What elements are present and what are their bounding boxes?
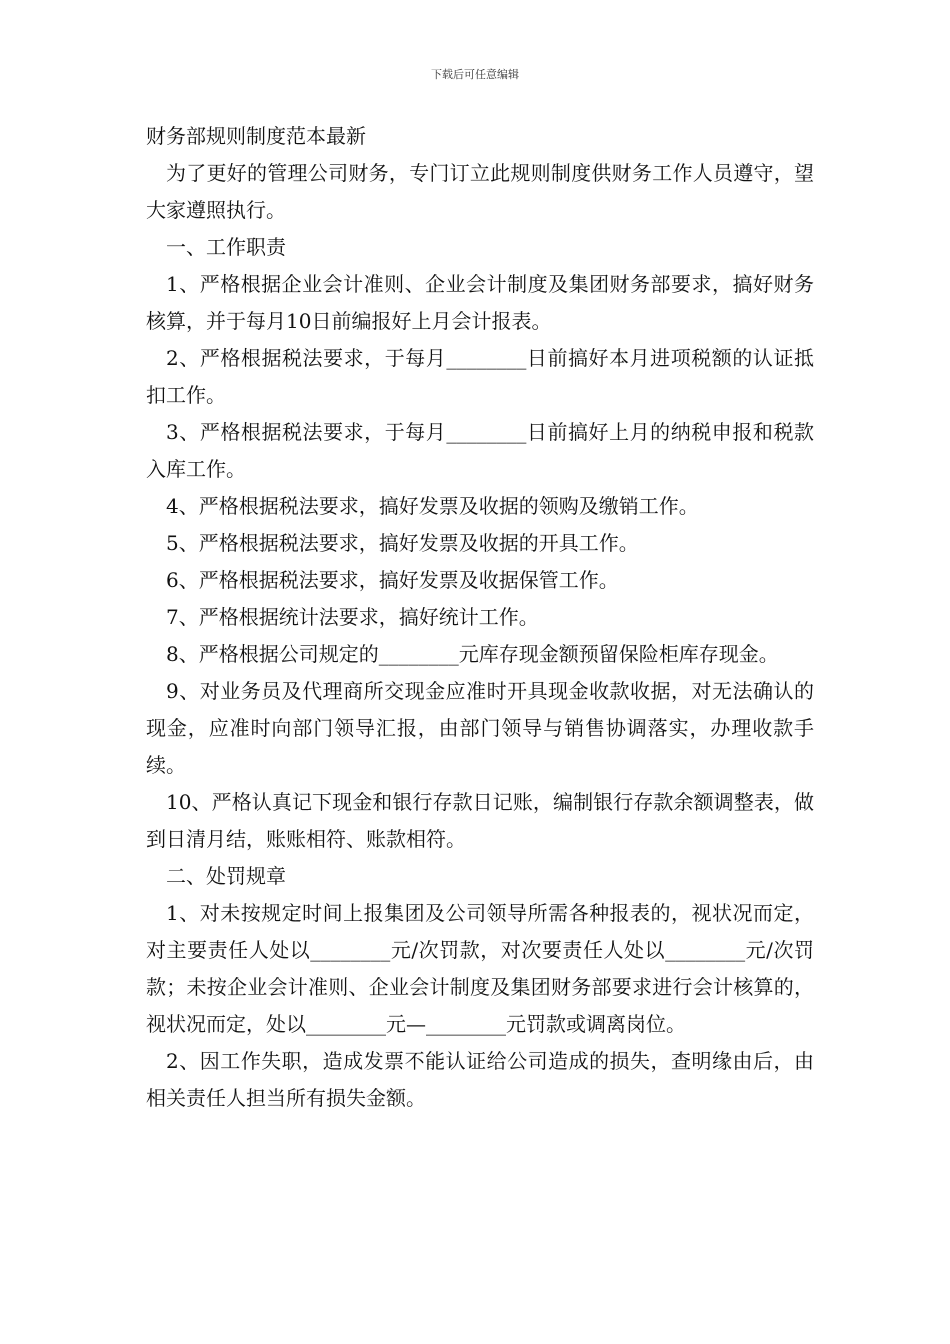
duty-item: 7、严格根据统计法要求，搞好统计工作。 [166,605,539,629]
penalty-item: 2、因工作失职，造成发票不能认证给公司造成的损失，查明缘由后，由相关责任人担当所有损失金额。 [146,1049,814,1110]
section-heading-duties: 一、工作职责 [166,235,286,259]
document-body [146,118,814,1117]
duty-item: 4、严格根据税法要求，搞好发票及收据的领购及缴销工作。 [166,494,699,518]
document-title: 财务部规则制度范本最新 [146,124,366,148]
duty-item: 10、严格认真记下现金和银行存款日记账，编制银行存款余额调整表，做到日清月结，账账相符、账款相符。 [146,790,814,851]
intro-paragraph: 为了更好的管理公司财务，专门订立此规则制度供财务工作人员遵守，望大家遵照执行。 [146,161,814,222]
duty-item: 1、严格根据企业会计准则、企业会计制度及集团财务部要求，搞好财务核算，并于每月10日前编报好上月会计报表。 [146,272,814,333]
duty-item: 3、严格根据税法要求，于每月________日前搞好上月的纳税申报和税款入库工作。 [146,420,814,481]
duty-item: 6、严格根据税法要求，搞好发票及收据保管工作。 [166,568,619,592]
duty-item: 2、严格根据税法要求，于每月________日前搞好本月进项税额的认证抵扣工作。 [146,346,814,407]
duty-item: 9、对业务员及代理商所交现金应准时开具现金收款收据，对无法确认的现金，应准时向部门领导汇报，由部门领导与销售协调落实，办理收款手续。 [146,679,814,777]
duty-item: 5、严格根据税法要求，搞好发票及收据的开具工作。 [166,531,639,555]
penalty-item: 1、对未按规定时间上报集团及公司领导所需各种报表的，视状况而定，对主要责任人处以________元/次罚款，对次要责任人处以________元/次罚款；未按企业会计准则、企业会计制度及集团财务部要求进行会计核算的，视状况而定，处以________元—________元罚款或调离岗位。 [146,901,814,1036]
section-heading-penalties: 二、处罚规章 [166,864,286,888]
page-header-note: 下载后可任意编辑 [431,68,519,81]
duty-item: 8、严格根据公司规定的________元库存现金额预留保险柜库存现金。 [166,642,779,666]
